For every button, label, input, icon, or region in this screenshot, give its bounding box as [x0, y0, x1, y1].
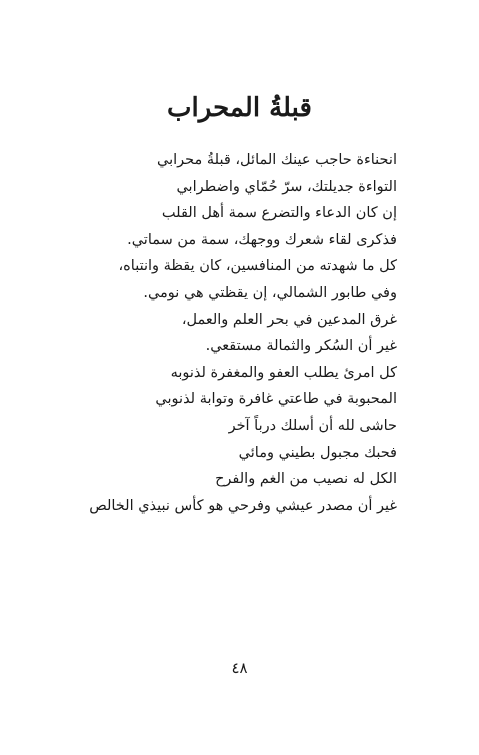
poem-line: غرق المدعين في بحر العلم والعمل، [181, 311, 397, 328]
poem-line: كل ما شهدته من المنافسين، كان يقظة وانتباه، [118, 258, 397, 275]
poem-title: قبلةُ المحراب [167, 93, 312, 123]
poem-line: إن كان الدعاء والتضرع سمة أهل القلب [161, 205, 397, 222]
poem-body [57, 147, 397, 519]
poem-line: فحبك مجبول بطيني ومائي [238, 444, 397, 461]
poem-line: حاشى لله أن أسلك درباً آخر [228, 417, 397, 434]
poem-line: المحبوبة في طاعتي غافرة وتوابة لذنوبي [155, 391, 397, 408]
poem-line: الكل له نصيب من الغم والفرح [215, 471, 397, 488]
poem-line: انحناءة حاجب عينك المائل، قبلةُ محرابي [157, 152, 397, 168]
poem-line: غير أن السُكر والثمالة مستقعي. [205, 338, 397, 355]
poem-line: كل امرئ يطلب العفو والمغفرة لذنوبه [170, 364, 397, 381]
poem-line: غير أن مصدر عيشي وفرحي هو كأس نبيذي الخالص [89, 497, 397, 514]
poem-line: فذكرى لقاء شعرك ووجهك، سمة من سماتي. [127, 231, 397, 248]
page-number: ٤٨ [231, 659, 248, 677]
poem-line: وفي طابور الشمالي، إن يقظتي هي نومي. [143, 284, 397, 301]
poem-line: التواءة جديلتك، سرّ حُمّاي واضطرابي [176, 178, 397, 195]
